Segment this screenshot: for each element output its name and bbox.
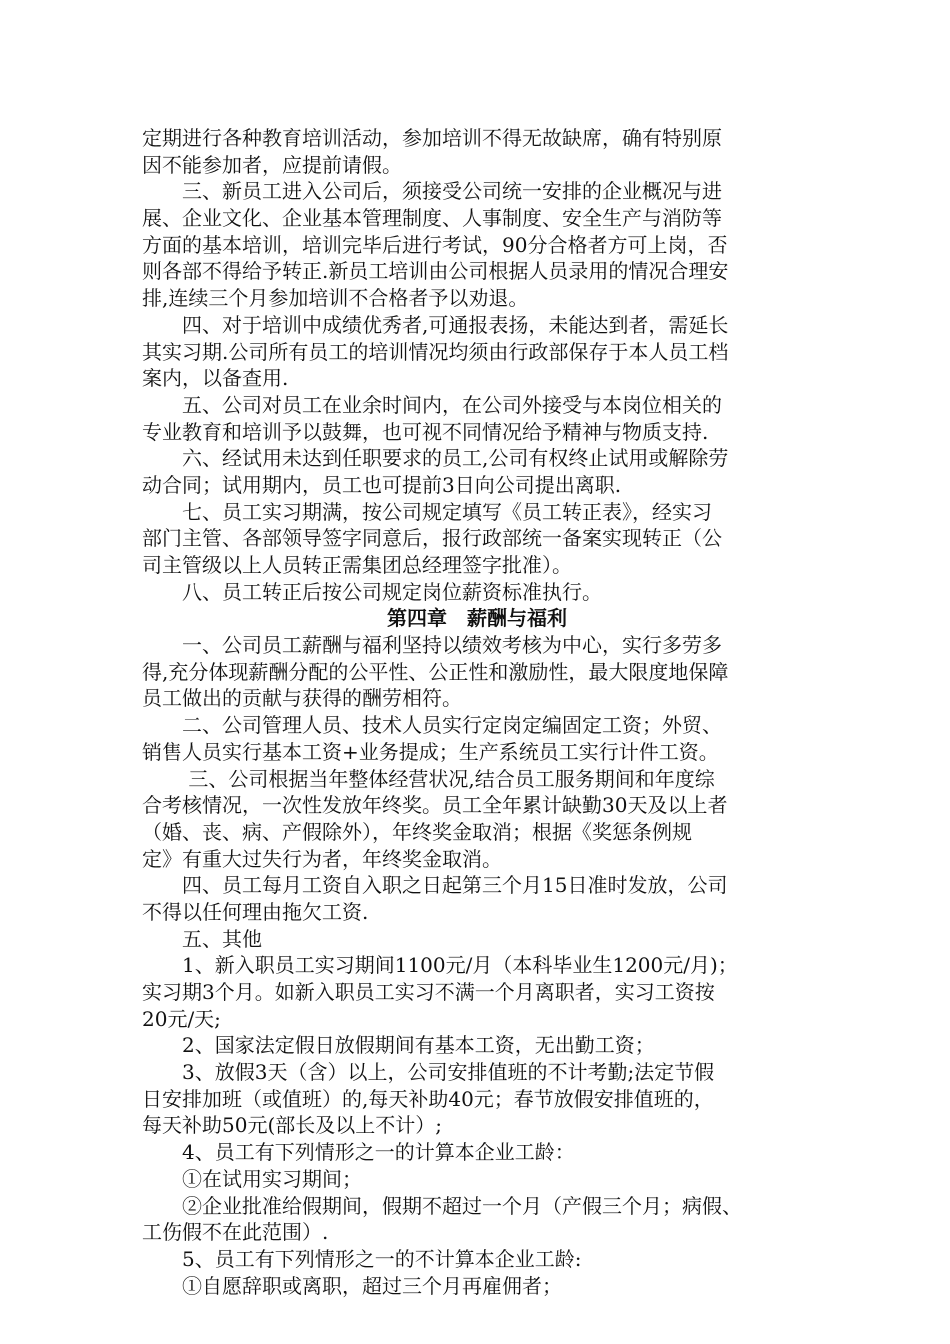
text-line: 5、员工有下列情形之一的不计算本企业工龄: (142, 1246, 582, 1271)
text-line: 1、新入职员工实习期间1100元/月（本科毕业生1200元/月)； (142, 953, 738, 978)
text-line: 司主管级以上人员转正需集团总经理签字批准）。 (142, 553, 572, 577)
text-line: 得,充分体现薪酬分配的公平性、公正性和激励性，最大限度地保障 (142, 659, 729, 684)
text-line: 展、企业文化、企业基本管理制度、人事制度、安全生产与消防等 (142, 206, 722, 231)
text-line: 四、员工每月工资自入职之日起第三个月15日准时发放，公司 (142, 873, 728, 898)
text-line: 六、经试用未达到任职要求的员工,公司有权终止试用或解除劳 (142, 446, 729, 471)
text-line: 定期进行各种教育培训活动，参加培训不得无故缺席，确有特别原 (142, 126, 722, 150)
text-line: 动合同；试用期内，员工也可提前3日向公司提出离职. (142, 472, 622, 497)
text-line: 五、其他 (142, 926, 262, 951)
text-line: 定》有重大过失行为者，年终奖金取消。 (142, 846, 502, 871)
text-line: （婚、丧、病、产假除外），年终奖金取消；根据《奖惩条例规 (142, 819, 692, 844)
text-line: 方面的基本培训，培训完毕后进行考试，90分合格者方可上岗，否 (142, 232, 728, 257)
text-line: 排,连续三个月参加培训不合格者予以劝退。 (142, 286, 529, 311)
text-line: 四、对于培训中成绩优秀者,可通报表扬，未能达到者，需延长 (142, 312, 729, 337)
text-line: ①自愿辞职或离职，超过三个月再雇佣者； (142, 1273, 562, 1298)
text-line: 3、放假3天（含）以上，公司安排值班的不计考勤;法定节假 (142, 1060, 715, 1085)
text-line: 八、员工转正后按公司规定岗位薪资标准执行。 (142, 579, 602, 604)
text-line: 部门主管、各部领导签字同意后，报行政部统一备案实现转正（公 (142, 526, 722, 551)
text-line: 工伤假不在此范围）. (142, 1220, 329, 1245)
text-line: 其实习期.公司所有员工的培训情况均须由行政部保存于本人员工档 (142, 339, 729, 364)
text-line: ②企业批准给假期间，假期不超过一个月（产假三个月；病假、 (142, 1193, 742, 1218)
section-text-after (142, 632, 812, 1299)
text-line: 七、员工实习期满，按公司规定填写《员工转正表》，经实习 (142, 499, 712, 524)
text-line: 20元/天; (142, 1006, 221, 1031)
text-line: 日安排加班（或值班）的,每天补助40元；春节放假安排值班的， (142, 1086, 714, 1111)
text-line: 员工做出的贡献与获得的酬劳相符。 (142, 686, 462, 711)
text-line: 案内，以备查用. (142, 366, 289, 391)
text-line: 因不能参加者，应提前请假。 (142, 152, 402, 177)
text-line: ①在试用实习期间； (142, 1166, 362, 1191)
text-line: 2、国家法定假日放假期间有基本工资，无出勤工资； (142, 1033, 655, 1058)
document-page (142, 125, 812, 1299)
text-line: 不得以任何理由拖欠工资. (142, 899, 369, 924)
text-line: 专业教育和培训予以鼓舞，也可视不同情况给予精神与物质支持. (142, 419, 709, 444)
text-line: 一、公司员工薪酬与福利坚持以绩效考核为中心，实行多劳多 (142, 633, 722, 658)
text-line: 4、员工有下列情形之一的计算本企业工龄： (142, 1140, 575, 1165)
text-line: 二、公司管理人员、技术人员实行定岗定编固定工资；外贸、 (142, 713, 722, 738)
text-line: 实习期3个月。如新入职员工实习不满一个月离职者，实习工资按 (142, 980, 715, 1004)
text-line: 销售人员实行基本工资+业务提成；生产系统员工实行计件工资。 (142, 739, 719, 764)
text-line: 每天补助50元(部长及以上不计）; (142, 1113, 442, 1138)
text-line: 则各部不得给予转正.新员工培训由公司根据人员录用的情况合理安 (142, 259, 729, 284)
text-line: 三、新员工进入公司后，须接受公司统一安排的企业概况与进 (142, 179, 722, 204)
section-text-before (142, 125, 812, 605)
text-line: 合考核情况，一次性发放年终奖。员工全年累计缺勤30天及以上者 (142, 793, 728, 818)
text-line: 五、公司对员工在业余时间内，在公司外接受与本岗位相关的 (142, 392, 722, 417)
text-line: 三、公司根据当年整体经营状况,结合员工服务期间和年度综 (142, 766, 715, 791)
chapter-heading: 第四章 薪酬与福利 (387, 606, 567, 631)
